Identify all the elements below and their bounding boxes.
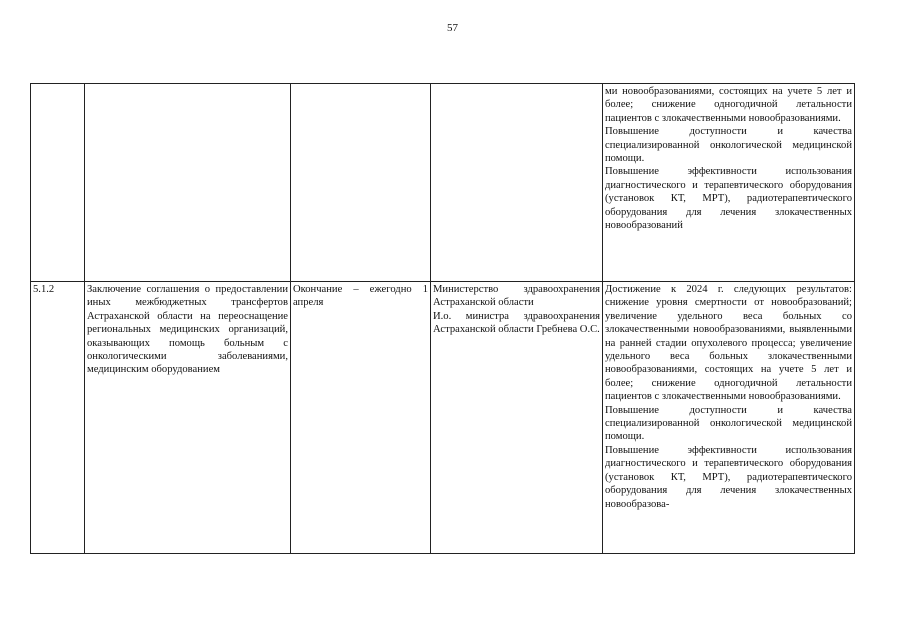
result-paragraph: Повышение доступности и качества специализированной онкологической медицинской помощи. xyxy=(605,126,852,165)
cell-deadline xyxy=(291,84,431,282)
result-paragraph: Повышение эффективности использования диагностического и терапевтического оборудования (установок КТ, МРТ), радиотерапевтического оборудования для лечения злокачественных новообразова- xyxy=(605,444,852,510)
cell-responsible xyxy=(431,84,603,282)
cell-deadline: Окончание – ежегодно 1 апреля xyxy=(291,282,431,554)
table-row xyxy=(31,84,855,282)
responsible-line: И.о. министра здравоохранения Астраханской области Гребнева О.С. xyxy=(433,310,600,336)
result-paragraph: Повышение доступности и качества специализированной онкологической медицинской помощи. xyxy=(605,404,852,443)
measures-table xyxy=(30,83,855,554)
result-paragraph: Достижение к 2024 г. следующих результатов: снижение уровня смертности от новообразований; увеличение удельного веса больных со злокачественными новообразованиями, выявленными на ранней стадии опухолевого процесса; увеличение удельного веса больных злокачественными новообразованиями, состоящих на учете 5 лет и более; снижение одногодичной летальности пациентов с злокачественными новообразованиями. xyxy=(605,284,852,403)
cell-activity: Заключение соглашения о предоставлении иных межбюджетных трансфертов Астраханской области на переоснащение региональных медицинских организаций, оказывающих помощь больным с онкологическими заболеваниями, медицинским оборудованием xyxy=(85,282,291,554)
cell-result xyxy=(603,84,855,282)
responsible-line: Министерство здравоохранения Астраханской области xyxy=(433,284,600,309)
page-number: 57 xyxy=(447,22,458,34)
table-row xyxy=(31,282,855,554)
cell-number: 5.1.2 xyxy=(31,282,85,554)
cell-number xyxy=(31,84,85,282)
cell-result xyxy=(603,282,855,554)
result-paragraph: ми новообразованиями, состоящих на учете 5 лет и более; снижение одногодичной летальности пациентов с злокачественными новообразованиями. xyxy=(605,86,852,124)
cell-responsible xyxy=(431,282,603,554)
result-paragraph: Повышение эффективности использования диагностического и терапевтического оборудования (установок КТ, МРТ), радиотерапевтического оборудования для лечения злокачественных новообразований xyxy=(605,166,852,232)
cell-activity xyxy=(85,84,291,282)
